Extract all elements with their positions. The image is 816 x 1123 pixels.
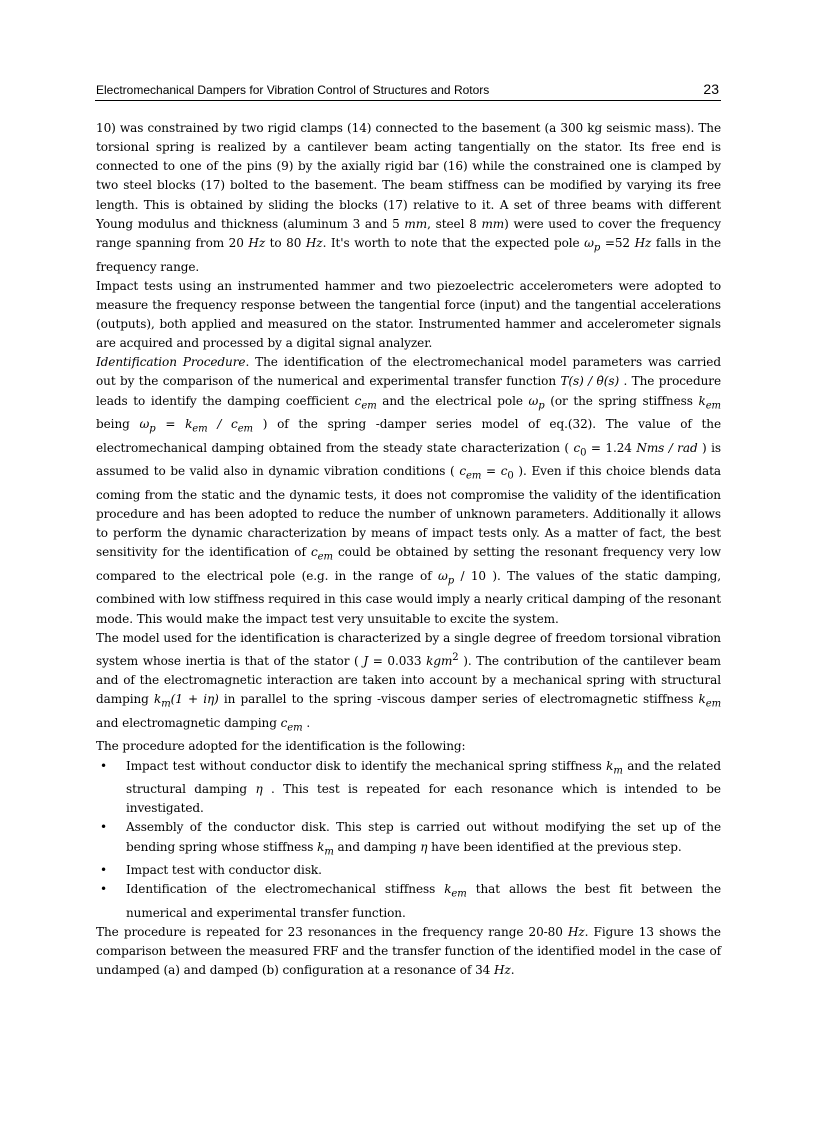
list-item: • Assembly of the conductor disk. This step is carried out without modifying the set up of the bending spring whose stiffness $k_m$ and damping η have been identified at the previous step. xyxy=(100,820,721,857)
running-title: Electromechanical Dampers for Vibration Control of Structures and Rotors xyxy=(96,83,490,97)
bullet-icon: • xyxy=(100,820,108,835)
bullet-icon: • xyxy=(100,882,108,897)
paragraph-2: Impact tests using an instrumented hammer and two piezoelectric accelerometers were adopted to measure the frequency response between the tangential force (input) and the tangential accelerations (outputs), both applied and measured on the stator. Instrumented hammer and accelerometer signals are acquired and processed by a digital signal analyzer. xyxy=(96,278,721,351)
section-run-in-title: Identification Procedure xyxy=(96,355,246,370)
list-item: • Impact test without conductor disk to identify the mechanical spring stiffness $k_m$ and the related structural damping η . This test is repeated for each resonance which is intended to be investigated. xyxy=(100,758,721,816)
bullet-icon: • xyxy=(100,758,108,773)
body-text xyxy=(96,119,721,980)
procedure-list xyxy=(96,757,721,923)
paragraph-4: The model used for the identification is characterized by a single degree of freedom torsional vibration system whose inertia is that of the stator ( J = 0.033 kgm$^2$ ). The contribution of the cantilever beam and of the electromagnetic interaction are taken into account by a mechanical spring with structural damping $k_m(1 + i\eta)$ in parallel to the spring -viscous damper series of electromagnetic stiffness $k_{em}$ and electromagnetic damping $c_{em}$ . xyxy=(96,630,722,734)
page-header xyxy=(95,80,721,101)
paragraph-6: The procedure is repeated for 23 resonances in the frequency range 20-80 Hz. Figure 13 shows the comparison between the measured FRF and the transfer function of the identified model in the case of undamped (a) and damped (b) configuration at a resonance of 34 Hz. xyxy=(96,924,721,978)
list-item: • Impact test with conductor disk. xyxy=(96,861,721,880)
paragraph-5: The procedure adopted for the identification is the following: xyxy=(96,739,466,754)
paragraph-3: Identification Procedure. The identification of the electromechanical model parameters was carried out by the comparison of the numerical and experimental transfer function T(s) / θ̇(s) . The procedure leads to identify the damping coefficient $c_{em}$ and the electrical pole $\omega_p$ (or the spring stiffness $k_{em}$ being $\omega_p = k_{em} / c_{em}$ ) of the spring -damper series model of eq.(32). The value of the electromechanical damping obtained from the steady state characterization ( $c_0 = 1.24$ Nms / rad ) is assumed to be valid also in dynamic vibration conditions ( $c_{em} = c_0$ ). Even if this choice blends data coming from the static and the dynamic tests, it does not compromise the validity of the identification procedure and has been adopted to reduce the number of unknown parameters. Additionally it allows to perform the dynamic characterization by means of impact tests only. As a matter of fact, the best sensitivity for the identification of $c_{em}$ could be obtained by setting the resonant frequency very low compared to the electrical pole (e.g. in the range of $\omega_p / 10$ ). The values of the static damping, combined with low stiffness required in this case would imply a nearly critical damping of the resonant mode. This would make the impact test very unsuitable to excite the system. xyxy=(96,355,722,626)
list-item: • Identification of the electromechanical stiffness $k_{em}$ that allows the best fit between the numerical and experimental transfer function. xyxy=(100,882,721,920)
bullet-icon: • xyxy=(100,863,108,878)
page-number: 23 xyxy=(703,81,719,97)
paragraph-1: 10) was constrained by two rigid clamps (14) connected to the basement (a 300 kg seismic mass). The torsional spring is realized by a cantilever beam acting tangentially on the stator. Its free end is connected to one of the pins (9) by the axially rigid bar (16) while the constrained one is clamped by two steel blocks (17) bolted to the basement. The beam stiffness can be modified by varying its free length. This is obtained by sliding the blocks (17) relative to it. A set of three beams with different Young modulus and thickness (aluminum 3 and 5 mm, steel 8 mm) were used to cover the frequency range spanning from 20 Hz to 80 Hz. It's worth to note that the expected pole $\omega_p =52$ Hz falls in the frequency range. xyxy=(96,121,721,274)
